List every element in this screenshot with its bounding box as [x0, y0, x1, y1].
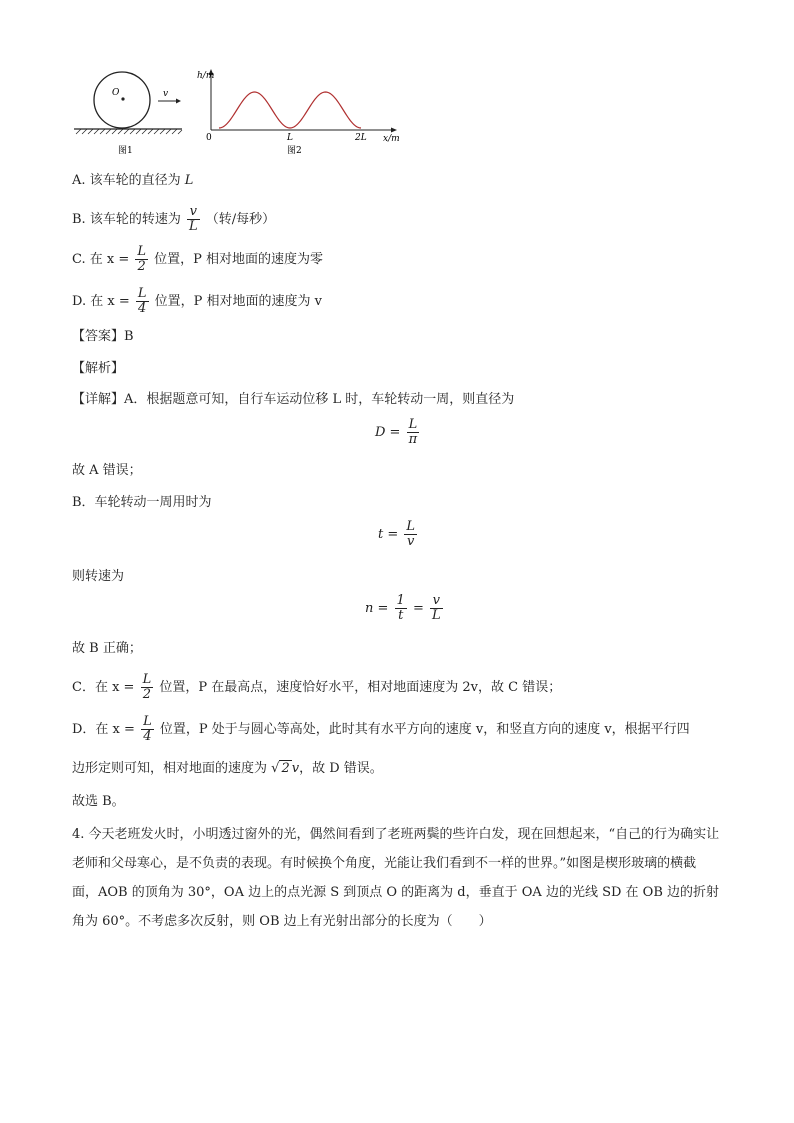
height-curve	[219, 92, 361, 128]
x-axis-arrowhead	[391, 128, 397, 133]
analysis-label: 【解析】	[72, 361, 125, 376]
wheel-center-dot	[121, 97, 124, 100]
option-d-text: D. 在 x =	[72, 294, 134, 309]
option-a	[72, 172, 193, 190]
detail-a-text: 【详解】A．根据题意可知，自行车运动位移 L 时，车轮转动一周，则直径为	[72, 392, 515, 407]
option-b-text: B. 该车轮的转速为	[72, 212, 185, 227]
detail-a-conclusion: 故 A 错误；	[72, 463, 142, 478]
ground-hatching	[76, 129, 182, 134]
fig2-caption: 图2	[287, 146, 302, 156]
option-a-text: A. 该车轮的直径为	[72, 173, 185, 188]
figure-1	[70, 68, 190, 158]
detail-b-text: B．车轮转动一周用时为	[72, 495, 212, 510]
formula-a: D = $\frac{L}{\pi}$	[375, 417, 418, 447]
option-a-var: L	[184, 173, 194, 188]
detail-final: 故选 B。	[72, 794, 125, 809]
fig1-caption: 图1	[118, 146, 133, 156]
fig1-center-label: O	[112, 88, 120, 98]
tick-2L-label: 2L	[355, 133, 367, 143]
option-b	[72, 205, 275, 234]
velocity-arrowhead	[176, 99, 181, 104]
detail-b-text2: 则转速为	[72, 569, 125, 584]
option-d	[72, 287, 322, 316]
answer: 【答案】B	[72, 329, 134, 344]
detail-c: C．在 x = $\frac{L}{2}$ 位置，P 在最高点，速度恰好水平，相对地面速度为 2v，故 C 错误；	[72, 672, 562, 702]
option-c-fraction: $\frac{L}{2}$	[137, 244, 147, 274]
formula-b: t = $\frac{L}{v}$	[378, 519, 416, 549]
option-b-fraction: $\frac{v}{L}$	[188, 204, 198, 234]
y-axis-label: h/m	[197, 71, 215, 81]
option-d-suffix: 位置，P 相对地面的速度为 v	[154, 294, 322, 309]
formula-b2: n = $\frac{1}{t}$ = $\frac{v}{L}$	[365, 593, 441, 623]
tick-L-label: L	[287, 133, 293, 143]
option-d-fraction: $\frac{L}{4}$	[137, 286, 147, 316]
option-c	[72, 245, 323, 274]
detail-d: D．在 x = $\frac{L}{4}$ 位置，P 处于与圆心等高处，此时其有水平方向的速度 v，和竖直方向的速度 v，根据平行四	[72, 714, 690, 744]
fig1-velocity-label: v	[163, 89, 169, 99]
detail-d-line2: 边形定则可知，相对地面的速度为 √ 2 v，故 D 错误。	[72, 761, 383, 776]
figure-2	[195, 66, 410, 158]
option-b-suffix: （转/每秒）	[205, 212, 276, 227]
option-c-suffix: 位置，P 相对地面的速度为零	[154, 252, 324, 267]
option-c-text: C. 在 x =	[72, 252, 134, 267]
origin-label: 0	[206, 133, 212, 143]
question-4: 4. 今天老班发火时，小明透过窗外的光，偶然间看到了老班两鬓的些许白发，现在回想起来，“自己的行为确实让老师和父母寒心，是不负责的表现。有时候换个角度，光能让我们看到不一样的世界。”如图是楔形玻璃的横截面，AOB 的顶角为 30°，OA 边上的点光源 S 到顶点 O 的距离为 d，垂直于 OA 边的光线 SD 在 OB 边的折射角为 60°。不考虑多次反射，则 OB 边上有光射出部分的长度为（ ）	[72, 827, 720, 929]
detail-b-conclusion: 故 B 正确；	[72, 641, 142, 656]
x-axis-label: x/m	[383, 134, 400, 144]
